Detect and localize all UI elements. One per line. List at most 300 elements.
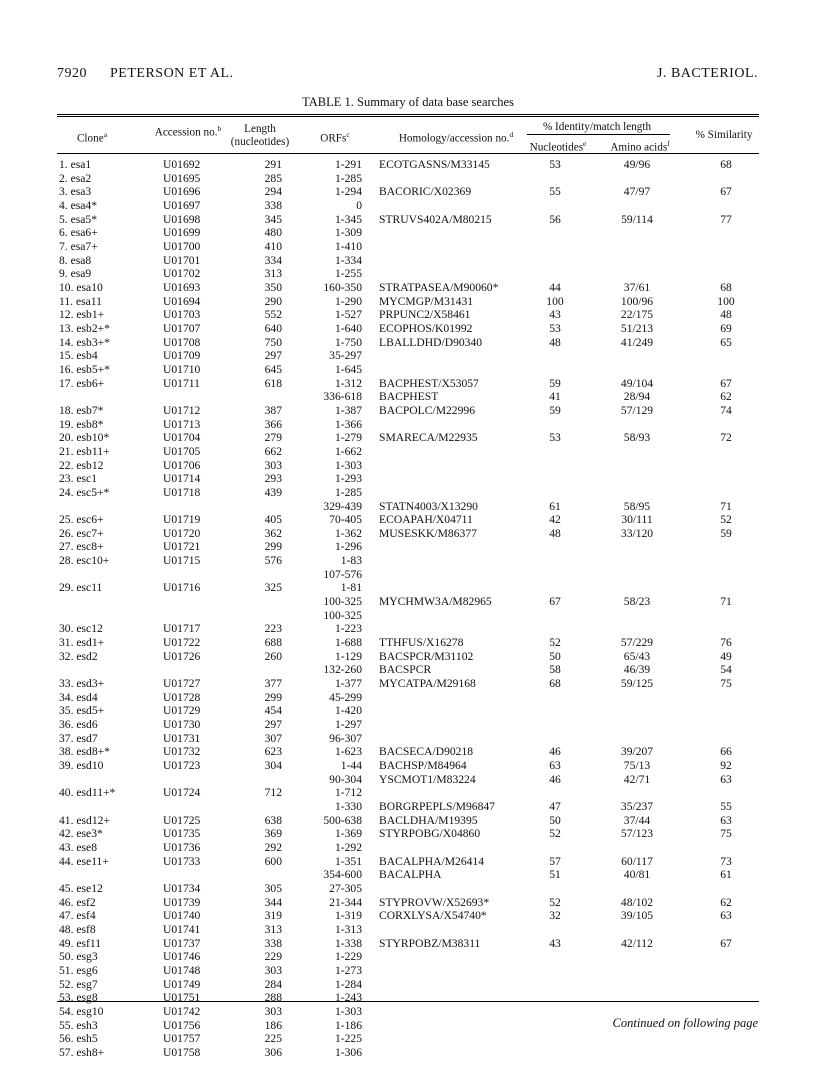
homology-cell: STYPROVW/X52693* [379,895,490,909]
accession-cell: U01714 [163,472,201,486]
orf-cell: 1-645 [334,362,362,376]
nucleotide-identity-cell: 50 [549,649,561,663]
homology-cell: ECOTGASNS/M33145 [379,158,490,171]
accession-cell: U01716 [163,581,201,595]
orf-cell: 336-618 [323,390,362,404]
nucleotide-identity-cell: 32 [549,909,561,923]
orf-cell: 1-662 [334,444,362,458]
length-cell: 480 [264,226,282,240]
nucleotide-identity-cell: 43 [549,936,561,950]
orf-cell: 1-303 [334,1004,362,1018]
homology-cell: BACLDHA/M19395 [379,813,478,827]
similarity-cell: 62 [720,390,732,404]
clone-cell: 33. esd3+ [59,677,105,691]
orf-cell: 1-330 [334,800,362,814]
orf-cell: 1-285 [334,171,362,185]
col-nucleotides-header: Nucleotides$^e$ [529,139,587,154]
length-cell: 279 [264,431,282,445]
amino-identity-cell: 58/93 [623,431,651,445]
length-cell: 297 [264,349,282,363]
orf-cell: 1-255 [334,267,362,281]
nucleotide-identity-cell: 52 [549,827,561,841]
clone-cell: 40. esd11+* [59,786,116,800]
accession-cell: U01723 [163,759,201,773]
length-cell: 225 [264,1032,282,1046]
accession-cell: U01732 [163,745,201,759]
length-cell: 288 [264,991,282,1005]
similarity-cell: 61 [720,868,732,882]
similarity-cell: 52 [720,513,732,527]
accession-cell: U01733 [163,854,201,868]
nucleotide-identity-cell: 61 [549,499,561,513]
accession-cell: U01725 [163,813,201,827]
similarity-cell: 63 [720,909,732,923]
nucleotide-identity-cell: 52 [549,895,561,909]
orf-cell: 1-44 [340,759,362,773]
similarity-cell: 68 [720,280,732,294]
similarity-cell: 65 [720,335,732,349]
accession-cell: U01698 [163,212,201,226]
accession-cell: U01741 [163,922,201,936]
similarity-cell: 49 [720,649,732,663]
length-cell: 345 [264,212,282,226]
col-accession-header: Accession no.$^b$ [154,124,222,139]
homology-cell: BACSPCR/M31102 [379,649,474,663]
accession-cell: U01711 [163,376,200,390]
homology-cell: BACHSP/M84964 [379,759,467,773]
accession-cell: U01726 [163,649,201,663]
clone-cell: 29. esc11 [59,581,103,595]
accession-cell: U01742 [163,1004,201,1018]
length-cell: 338 [264,936,282,950]
clone-cell: 12. esb1+ [59,308,105,322]
homology-cell: BACALPHA [379,868,442,882]
clone-cell: 38. esd8+* [59,745,110,759]
amino-identity-cell: 58/95 [623,499,651,513]
length-cell: 223 [264,622,282,636]
accession-cell: U01702 [163,267,201,281]
similarity-cell: 67 [720,185,732,199]
nucleotide-identity-cell: 56 [549,212,561,226]
orf-cell: 1-351 [334,854,362,868]
length-cell: 313 [264,267,282,281]
nucleotide-identity-cell: 55 [549,185,561,199]
similarity-cell: 55 [720,800,732,814]
length-cell: 362 [264,526,282,540]
homology-cell: YSCMOT1/M83224 [379,772,476,786]
length-cell: 350 [264,280,282,294]
nucleotide-identity-cell: 51 [549,868,561,882]
length-cell: 303 [264,1004,282,1018]
accession-cell: U01731 [163,731,201,745]
length-cell: 306 [264,1045,282,1059]
clone-cell: 11. esa11 [59,294,102,308]
clone-cell: 30. esc12 [59,622,103,636]
orf-cell: 1-81 [340,581,362,595]
table-caption: TABLE 1. Summary of data base searches [302,95,514,109]
col-length-header: Length (nucleotides) [230,123,290,148]
length-cell: 294 [264,185,282,199]
nucleotide-identity-cell: 52 [549,636,561,650]
length-cell: 290 [264,294,282,308]
amino-identity-cell: 33/120 [620,526,654,540]
orf-cell: 1-309 [334,226,362,240]
similarity-cell: 72 [720,431,732,445]
amino-identity-cell: 58/23 [623,595,651,609]
clone-cell: 35. esd5+ [59,704,105,718]
nucleotide-identity-cell: 41 [549,390,561,404]
accession-cell: U01736 [163,841,201,854]
orf-cell: 1-319 [334,909,362,923]
amino-identity-cell: 59/125 [620,677,654,691]
accession-cell: U01717 [163,622,201,636]
orf-cell: 45-299 [329,690,362,704]
col-similarity-header: % Similarity [695,129,753,141]
homology-cell: BACALPHA/M26414 [379,854,485,868]
nucleotide-identity-cell: 42 [549,513,561,527]
accession-cell: U01704 [163,431,201,445]
amino-identity-cell: 100/96 [620,294,654,308]
length-cell: 344 [264,895,282,909]
nucleotide-identity-cell: 100 [546,294,564,308]
orf-cell: 1-369 [334,827,362,841]
accession-cell: U01694 [163,294,201,308]
length-cell: 410 [264,239,282,253]
homology-cell: LBALLDHD/D90340 [379,335,483,349]
length-cell: 454 [264,704,282,718]
length-cell: 313 [264,922,282,936]
nucleotide-identity-cell: 46 [549,772,561,786]
nucleotide-identity-cell: 47 [549,800,561,814]
nucleotide-identity-cell: 43 [549,308,561,322]
clone-cell: 49. esf11 [59,936,102,950]
orf-cell: 1-303 [334,458,362,472]
clone-cell: 22. esb12 [59,458,104,472]
length-cell: 284 [264,977,282,991]
running-authors: PETERSON ET AL. [110,66,234,81]
clone-cell: 15. esb4 [59,349,98,363]
orf-cell: 1-623 [334,745,362,759]
homology-cell: MYCATPA/M29168 [379,677,476,691]
clone-cell: 45. ese12 [59,881,103,895]
length-cell: 552 [264,308,282,322]
col-amino-header: Amino acids$^f$ [610,139,670,154]
length-cell: 712 [264,786,282,800]
clone-cell: 28. esc10+ [59,554,110,568]
clone-cell: 5. esa5* [59,212,97,226]
homology-cell: SMARECA/M22935 [379,431,478,445]
clone-cell: 7. esa7+ [59,239,98,253]
amino-identity-cell: 35/237 [620,800,654,814]
similarity-cell: 62 [720,895,732,909]
amino-identity-cell: 57/229 [620,636,654,650]
orf-cell: 1-306 [334,1045,362,1059]
orf-cell: 1-377 [334,677,362,691]
homology-cell: BACSECA/D90218 [379,745,474,759]
clone-cell: 1. esa1 [59,158,92,171]
accession-cell: U01749 [163,977,201,991]
nucleotide-identity-cell: 53 [549,431,561,445]
continued-note: Continued on following page [612,1016,758,1030]
length-cell: 304 [264,759,282,773]
accession-cell: U01746 [163,950,201,964]
accession-cell: U01735 [163,827,201,841]
orf-cell: 1-83 [340,554,362,568]
homology-cell: CORXLYSA/X54740* [379,909,487,923]
accession-cell: U01706 [163,458,201,472]
accession-cell: U01740 [163,909,201,923]
accession-cell: U01719 [163,513,201,527]
top-rule [57,114,759,115]
amino-identity-cell: 47/97 [623,185,651,199]
orf-cell: 1-284 [334,977,362,991]
accession-cell: U01722 [163,636,201,650]
amino-identity-cell: 37/44 [623,813,651,827]
amino-identity-cell: 59/114 [621,212,653,226]
length-cell: 750 [264,335,282,349]
orf-cell: 1-290 [334,294,362,308]
homology-cell: ECOPHOS/K01992 [379,321,473,335]
clone-cell: 41. esd12+ [59,813,110,827]
length-cell: 299 [264,540,282,554]
nucleotide-identity-cell: 59 [549,403,561,417]
accession-cell: U01695 [163,171,201,185]
clone-cell: 20. esb10* [59,431,110,445]
homology-cell: PRPUNC2/X58461 [379,308,471,322]
amino-identity-cell: 65/43 [623,649,651,663]
homology-cell: BACPHEST/X53057 [379,376,479,390]
homology-cell: STRUVS402A/M80215 [379,212,492,226]
similarity-cell: 100 [717,294,735,308]
orf-cell: 1-334 [334,253,362,267]
homology-cell: BACPOLC/M22996 [379,403,475,417]
accession-cell: U01697 [163,198,201,212]
amino-identity-cell: 51/213 [620,321,654,335]
homology-cell: STYRPOBZ/M38311 [379,936,481,950]
length-cell: 662 [264,444,282,458]
homology-cell: MYCHMW3A/M82965 [379,595,492,609]
orf-cell: 70-405 [329,513,362,527]
accession-cell: U01709 [163,349,201,363]
clone-cell: 27. esc8+ [59,540,104,554]
orf-cell: 1-186 [334,1018,362,1032]
orf-cell: 96-307 [329,731,362,745]
orf-cell: 1-129 [334,649,362,663]
clone-cell: 23. esc1 [59,472,97,486]
orf-cell: 132-260 [323,663,362,677]
nucleotide-identity-cell: 48 [549,526,561,540]
length-cell: 439 [264,485,282,499]
accession-cell: U01712 [163,403,201,417]
length-cell: 293 [264,472,282,486]
amino-identity-cell: 41/249 [620,335,654,349]
homology-cell: MUSESKK/M86377 [379,526,477,540]
length-cell: 366 [264,417,282,431]
orf-cell: 100-325 [323,595,362,609]
amino-identity-cell: 49/104 [620,376,654,390]
accession-cell: U01757 [163,1032,201,1046]
col-identity-group-header: % Identity/match length [542,121,652,133]
similarity-cell: 67 [720,936,732,950]
clone-cell: 46. esf2 [59,895,96,909]
length-cell: 325 [264,581,282,595]
length-cell: 229 [264,950,282,964]
clone-cell: 36. esd6 [59,718,98,732]
amino-identity-cell: 28/94 [623,390,651,404]
similarity-cell: 54 [720,663,732,677]
orf-cell: 160-350 [323,280,362,294]
accession-cell: U01713 [163,417,201,431]
orf-cell: 1-338 [334,936,362,950]
nucleotide-identity-cell: 58 [549,663,561,677]
amino-identity-cell: 48/102 [620,895,654,909]
length-cell: 576 [264,554,282,568]
amino-identity-cell: 42/71 [623,772,651,786]
nucleotide-identity-cell: 57 [549,854,561,868]
accession-cell: U01693 [163,280,201,294]
similarity-cell: 71 [720,595,732,609]
clone-cell: 4. esa4* [59,198,97,212]
orf-cell: 1-294 [334,185,362,199]
orf-cell: 1-297 [334,718,362,732]
accession-cell: U01692 [163,158,201,171]
orf-cell: 1-688 [334,636,362,650]
col-orfs-header: ORFs$^c$ [320,130,350,145]
accession-cell: U01758 [163,1045,201,1059]
clone-cell: 18. esb7* [59,403,104,417]
length-cell: 260 [264,649,282,663]
similarity-cell: 66 [720,745,732,759]
orf-cell: 1-362 [334,526,362,540]
accession-cell: U01756 [163,1018,201,1032]
col-clone-header: Clone$^a$ [76,130,108,145]
orf-cell: 1-640 [334,321,362,335]
orf-cell: 1-279 [334,431,362,445]
length-cell: 292 [264,841,282,854]
clone-cell: 48. esf8 [59,922,96,936]
amino-identity-cell: 60/117 [621,854,653,868]
clone-cell: 42. ese3* [59,827,103,841]
accession-cell: U01727 [163,677,201,691]
orf-cell: 107-576 [323,567,362,581]
page-number: 7920 [57,66,87,81]
nucleotide-identity-cell: 46 [549,745,561,759]
similarity-cell: 73 [720,854,732,868]
accession-cell: U01720 [163,526,201,540]
homology-cell: BORGRPEPLS/M96847 [379,800,495,814]
length-cell: 319 [264,909,282,923]
homology-cell: STATN4003/X13290 [379,499,478,513]
amino-identity-cell: 39/207 [620,745,654,759]
length-cell: 640 [264,321,282,335]
length-cell: 405 [264,513,282,527]
clone-cell: 50. esg3 [59,950,98,964]
amino-identity-cell: 42/112 [621,936,653,950]
homology-cell: MYCMGP/M31431 [379,294,474,308]
accession-cell: U01721 [163,540,201,554]
homology-cell: ECOAPAH/X04711 [379,513,473,527]
clone-cell: 2. esa2 [59,171,92,185]
homology-cell: BACPHEST [379,390,439,404]
orf-cell: 1-420 [334,704,362,718]
nucleotide-identity-cell: 68 [549,677,561,691]
similarity-cell: 75 [720,827,732,841]
homology-cell: TTHFUS/X16278 [379,636,464,650]
orf-cell: 35-297 [329,349,362,363]
similarity-cell: 63 [720,772,732,786]
length-cell: 291 [264,158,282,171]
clone-cell: 8. esa8 [59,253,92,267]
accession-cell: U01748 [163,963,201,977]
clone-cell: 55. esh3 [59,1018,98,1032]
orf-cell: 1-223 [334,622,362,636]
clone-cell: 19. esb8* [59,417,104,431]
length-cell: 305 [264,881,282,895]
orf-cell: 1-229 [334,950,362,964]
accession-cell: U01734 [163,881,201,895]
accession-cell: U01730 [163,718,201,732]
length-cell: 387 [264,403,282,417]
similarity-cell: 75 [720,677,732,691]
similarity-cell: 71 [720,499,732,513]
orf-cell: 1-243 [334,991,362,1005]
clone-cell: 39. esd10 [59,759,104,773]
accession-cell: U01700 [163,239,201,253]
orf-cell: 354-600 [323,868,362,882]
clone-cell: 26. esc7+ [59,526,104,540]
length-cell: 638 [264,813,282,827]
orf-cell: 1-527 [334,308,362,322]
similarity-cell: 63 [720,813,732,827]
orf-cell: 1-292 [334,841,362,854]
clone-cell: 13. esb2+* [59,321,110,335]
amino-identity-cell: 46/39 [623,663,651,677]
clone-cell: 54. esg10 [59,1004,104,1018]
clone-cell: 34. esd4 [59,690,98,704]
bottom-rule [57,1001,759,1002]
length-cell: 299 [264,690,282,704]
nucleotide-identity-cell: 59 [549,376,561,390]
col-homology-header: Homology/accession no.$^d$ [398,130,514,145]
clone-cell: 51. esg6 [59,963,98,977]
similarity-cell: 74 [720,403,732,417]
orf-cell: 1-285 [334,485,362,499]
amino-identity-cell: 39/105 [620,909,654,923]
orf-cell: 1-366 [334,417,362,431]
orf-cell: 0 [356,198,362,212]
orf-cell: 1-750 [334,335,362,349]
orf-cell: 21-344 [329,895,362,909]
orf-cell: 27-305 [329,881,362,895]
amino-identity-cell: 40/81 [623,868,651,882]
amino-identity-cell: 49/96 [623,158,651,171]
nucleotide-identity-cell: 48 [549,335,561,349]
orf-cell: 1-313 [334,922,362,936]
orf-cell: 1-293 [334,472,362,486]
length-cell: 297 [264,718,282,732]
similarity-cell: 48 [720,308,732,322]
clone-cell: 53. esg8 [59,991,98,1005]
amino-identity-cell: 37/61 [623,280,651,294]
clone-cell: 9. esa9 [59,267,92,281]
clone-cell: 17. esb6+ [59,376,105,390]
orf-cell: 1-296 [334,540,362,554]
clone-cell: 25. esc6+ [59,513,104,527]
length-cell: 600 [264,854,282,868]
homology-cell: STRATPASEA/M90060* [379,280,499,294]
accession-cell: U01715 [163,554,201,568]
similarity-cell: 67 [720,376,732,390]
